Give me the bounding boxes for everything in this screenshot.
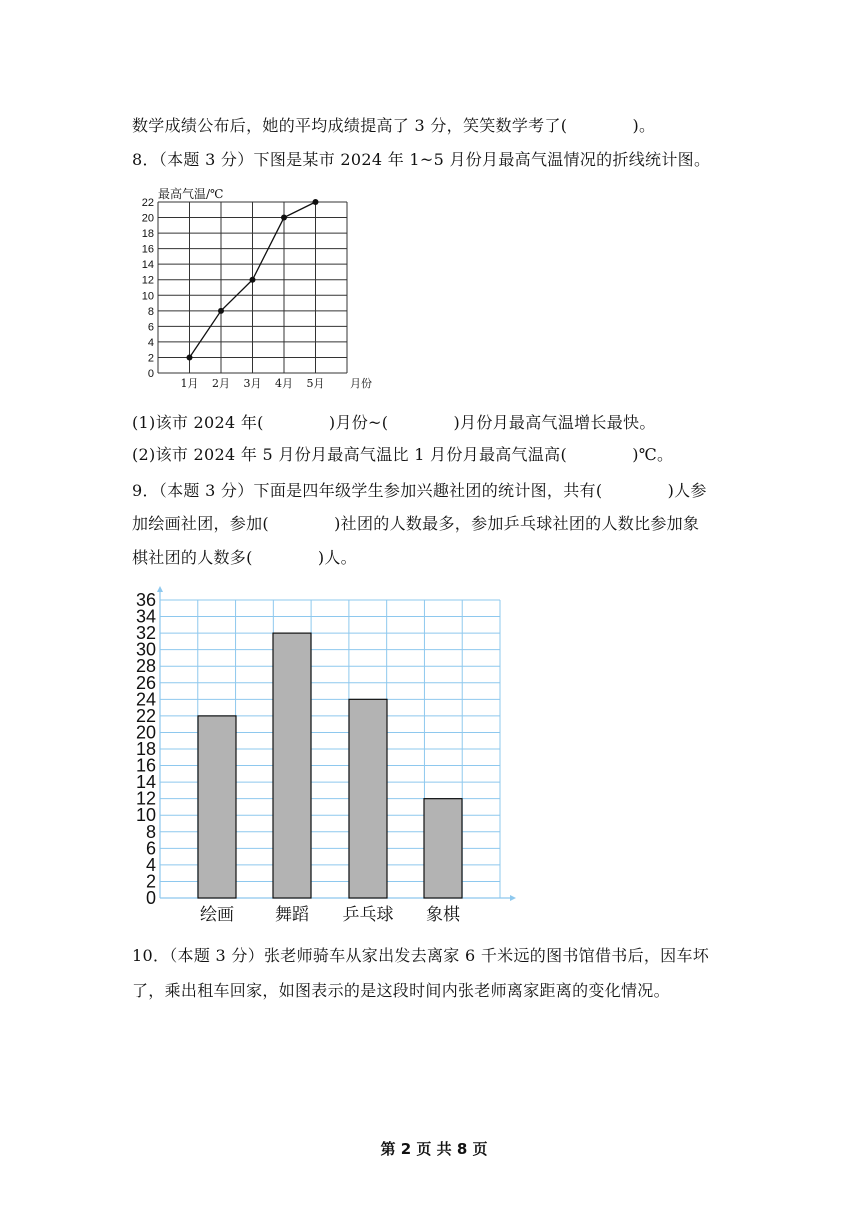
bar-chart-y-tick: 24 <box>135 689 156 710</box>
line-chart-y-tick: 4 <box>147 336 154 349</box>
line-chart-y-tick: 16 <box>141 243 154 256</box>
line-chart-y-tick: 18 <box>141 228 154 241</box>
question-10-line-1: 10．（本题 3 分）张老师骑车从家出发去离家 6 千米远的图书馆借书后，因车坏 <box>132 946 710 965</box>
question-10-line-2: 了，乘出租车回家，如图表示的是这段时间内张老师离家距离的变化情况。 <box>132 981 670 1000</box>
bar-chart-y-tick: 14 <box>135 772 156 793</box>
bar-chart-y-tick: 22 <box>135 705 156 726</box>
line-chart-x-label: 月份 <box>350 377 372 390</box>
bar-chart-bar <box>424 799 462 898</box>
bar-chart-y-tick: 2 <box>145 871 156 892</box>
line-chart-x-tick: 3月 <box>243 377 262 390</box>
line-chart-y-tick: 6 <box>147 321 154 334</box>
question-8-part-1: (1)该市 2024 年( )月份~( )月份月最高气温增长最快。 <box>132 413 656 432</box>
line-chart-y-label: 最高气温/℃ <box>158 187 224 201</box>
question-9-line-2: 加绘画社团，参加( )社团的人数最多，参加乒乓球社团的人数比参加象 <box>132 514 700 533</box>
line-chart-y-tick: 14 <box>141 259 154 272</box>
line-chart-y-tick: 8 <box>147 305 154 318</box>
bar-chart-x-tick: 象棋 <box>426 905 460 925</box>
line-chart-y-tick: 0 <box>147 368 154 380</box>
bar-chart-x-axis-arrow <box>510 895 516 901</box>
bar-chart-y-tick: 32 <box>135 623 156 644</box>
bar-chart-y-tick: 18 <box>135 739 156 759</box>
bar-chart-x-tick: 乒乓球 <box>342 905 394 925</box>
question-8-part-2: (2)该市 2024 年 5 月份月最高气温比 1 月份月最高气温高( )℃。 <box>132 445 674 464</box>
bar-chart-y-tick: 0 <box>145 888 156 908</box>
bar-chart-x-tick: 舞蹈 <box>275 905 309 925</box>
bar-chart-bar <box>198 716 236 898</box>
bar-chart-y-tick: 12 <box>135 788 156 809</box>
question-8-stem: 8．（本题 3 分）下图是某市 2024 年 1~5 月份月最高气温情况的折线统计图。 <box>132 150 711 169</box>
bar-chart-y-tick: 34 <box>135 606 156 627</box>
bar-chart-y-tick: 8 <box>145 821 156 842</box>
bar-chart-y-tick: 30 <box>135 639 156 660</box>
line-chart-y-tick: 2 <box>147 352 154 365</box>
question-7-continuation: 数学成绩公布后，她的平均成绩提高了 3 分，笑笑数学考了( )。 <box>132 116 656 135</box>
page-number-footer: 第 2 页 共 8 页 <box>380 1140 488 1158</box>
question-9-line-1: 9．（本题 3 分）下面是四年级学生参加兴趣社团的统计图，共有( )人参 <box>132 481 707 500</box>
bar-chart-y-tick: 6 <box>145 838 156 859</box>
bar-chart-y-tick: 4 <box>145 854 156 875</box>
line-chart-x-tick: 4月 <box>275 377 293 390</box>
bar-chart-y-tick: 20 <box>135 722 156 743</box>
line-chart-y-tick: 12 <box>141 274 154 287</box>
bar-chart-bar <box>273 633 311 898</box>
bar-chart-y-tick: 28 <box>135 656 156 677</box>
bar-chart-y-axis-arrow <box>157 586 163 592</box>
line-chart-y-tick: 22 <box>141 197 154 209</box>
bar-chart-x-tick: 绘画 <box>200 905 234 925</box>
line-chart-x-tick: 5月 <box>306 377 325 390</box>
bar-chart-y-tick: 36 <box>135 590 156 610</box>
line-chart-y-tick: 20 <box>141 212 154 225</box>
bar-chart-y-tick: 10 <box>135 805 156 826</box>
question-9-line-3: 棋社团的人数多( )人。 <box>132 548 357 567</box>
bar-chart-y-tick: 16 <box>135 755 156 776</box>
line-chart-y-tick: 10 <box>141 290 154 303</box>
line-chart-x-tick: 2月 <box>212 377 230 390</box>
bar-chart-y-tick: 26 <box>135 672 156 693</box>
bar-chart-bar <box>349 699 387 898</box>
line-chart-x-tick: 1月 <box>180 377 199 390</box>
